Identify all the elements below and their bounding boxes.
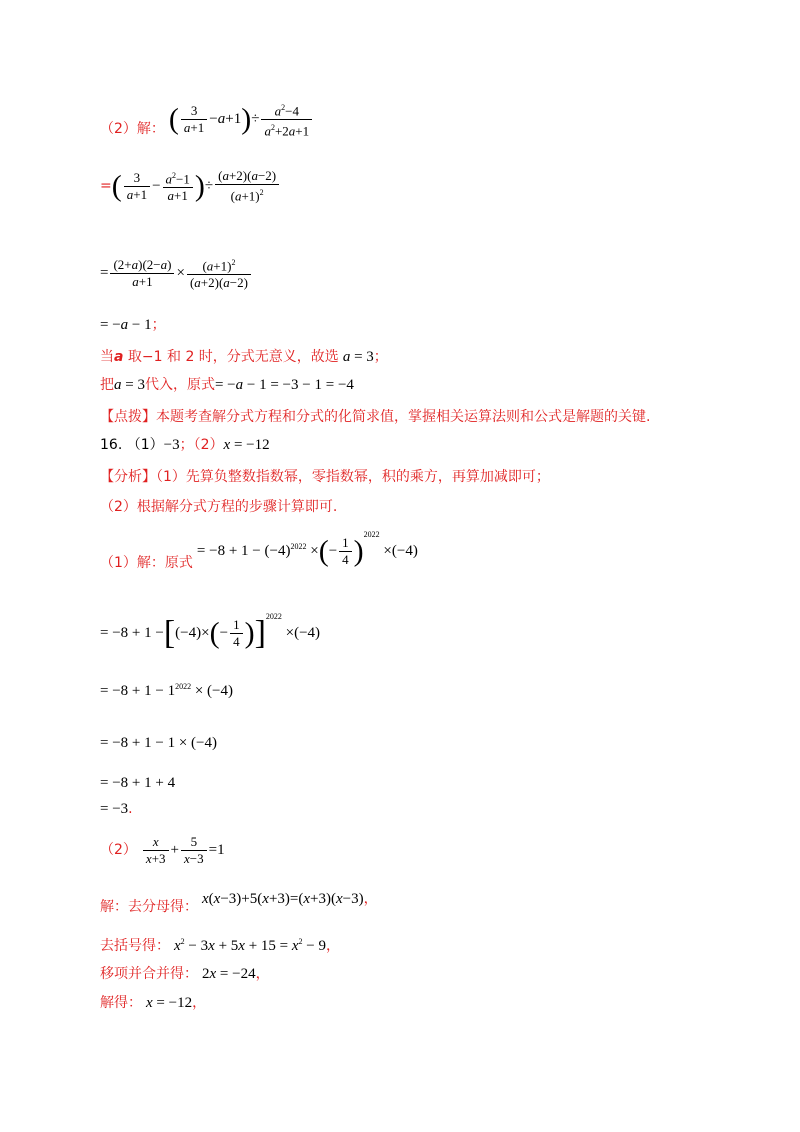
p1-line: （1）解：原式 = $-8 + 1 - (-4)^{2022}$ ×(− $\frac{1}{4}$ )$^{2022}$ ×(−4) (100, 530, 418, 571)
p1-step4: = −8 + 1 − 1 × (−4) (100, 735, 217, 751)
step-combine: 移项并合并得： 2x = −24， (100, 966, 270, 982)
expr-line1: ( $\frac{3}{a+1}$ −a+1)÷ $\frac{a^2-4}{a^2+2a+1}$ (169, 111, 314, 127)
condition-line: 当a 取−1 和 2 时，分式无意义，故选 a = 3； (100, 349, 388, 365)
p1-step3: = $-8 + 1 - 1^{2022} \times (-4)$ (100, 682, 234, 699)
analysis-1: 【分析】（1）先算负整数指数幂，零指数幂，积的乘方，再算加减即可； (100, 469, 550, 485)
step-denominator: 解：去分母得： x(x−3)+5(x+3)=(x+3)(x−3)， (100, 891, 378, 915)
expr-line4: = −a − 1； (100, 317, 166, 333)
p1-step5: = −8 + 1 + 4 (100, 775, 176, 791)
point-note: 【点拨】本题考查解分式方程和分式的化简求值，掌握相关运算法则和公式是解题的关键. (100, 409, 651, 425)
expr-line3: = $\frac{(2+a)(2-a)}{a+1}$ × $\frac{(a+1)^2}{(a+2)(a-2)}$ (100, 255, 253, 291)
substitution-line: 把a = 3代入，原式= −a − 1 = −3 − 1 = −4 (100, 377, 354, 393)
part2-line (100, 100, 314, 140)
p2-line: （2） $\frac{x}{x+3}$ + $\frac{5}{x-3}$ =1 (100, 834, 225, 866)
part2-label: （2）解： (100, 121, 165, 138)
step-brackets: 去括号得： $x^2 - 3x + 5x + 15 = x^2 - 9$， (100, 937, 341, 954)
q16-answer: 16. （1）−3；（2）x = −12 (100, 437, 270, 453)
p1-step6: = −3. (100, 801, 133, 817)
step-solve: 解得： x = −12， (100, 995, 207, 1011)
p1-step2: = −8 + 1 −[(−4)×(− $\frac{1}{4}$ )]$^{2022}$ ×(−4) (100, 612, 321, 652)
expr-line2: =( $\frac{3}{a+1}$ − $\frac{a^2-1}{a+1}$ )÷ $\frac{(a+2)(a-2)}{(a+1)^2}$ (100, 168, 281, 204)
analysis-2: （2）根据解分式方程的步骤计算即可. (100, 499, 338, 515)
